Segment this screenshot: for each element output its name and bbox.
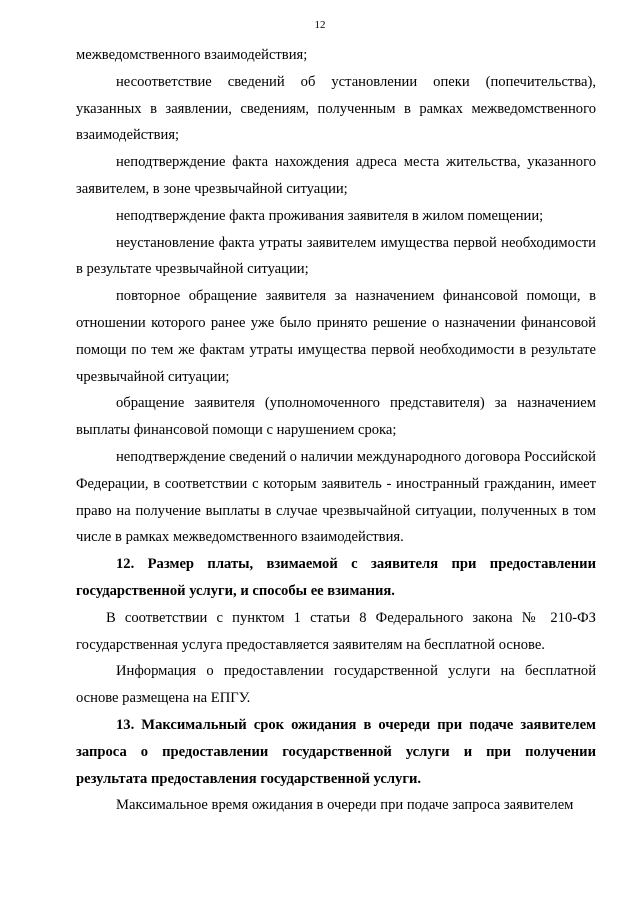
section-heading-12: 12. Размер платы, взимаемой с заявителя при предоставлении государственной услуги, и способы ее взимания.: [76, 556, 596, 599]
page-number: 12: [314, 19, 326, 31]
paragraph-property-loss-not-established: неустановление факта утраты заявителем имущества первой необходимости в результате чрезвычайной ситуации;: [76, 234, 596, 278]
paragraph-max-wait-time: Максимальное время ожидания в очереди при подаче запроса заявителем: [116, 797, 574, 814]
paragraph-residence-not-confirmed: неподтверждение факта проживания заявителя в жилом помещении;: [116, 207, 544, 224]
paragraph-info-on-epgu: Информация о предоставлении государственной услуги на бесплатной основе размещена на ЕПГУ.: [76, 663, 596, 707]
paragraph-free-of-charge: В соответствии с пунктом 1 статьи 8 Федерального закона № 210-ФЗ государственная услуга предоставляется заявителям на бесплатной основе.: [76, 609, 596, 653]
paragraph-continuation: межведомственного взаимодействия;: [76, 47, 308, 63]
paragraph-repeat-application: повторное обращение заявителя за назначением финансовой помощи, в отношении которого ранее уже было принято решение о назначении финансовой помощи по тем же фактам утраты имущества первой необходимости в результате чрезвычайной ситуации;: [76, 288, 596, 385]
paragraph-address-not-confirmed: неподтверждение факта нахождения адреса места жительства, указанного заявителем, в зоне чрезвычайной ситуации;: [76, 154, 596, 197]
paragraph-deadline-violation: обращение заявителя (уполномоченного представителя) за назначением выплаты финансовой помощи с нарушением срока;: [76, 395, 596, 439]
paragraph-guardianship-mismatch: несоответствие сведений об установлении опеки (попечительства), указанных в заявлении, сведениям, полученным в рамках межведомственного взаимодействия;: [76, 73, 596, 144]
section-heading-13: 13. Максимальный срок ожидания в очереди при подаче заявителем запроса о предоставлении государственной услуги и при получении результата предоставления государственной услуги.: [76, 716, 596, 787]
document-body: [76, 42, 596, 819]
paragraph-international-treaty: неподтверждение сведений о наличии международного договора Российской Федерации, в соответствии с которым заявитель - иностранный гражданин, имеет право на получение выплаты в случае чрезвычайной ситуации, полученных в том числе в рамках межведомственного взаимодействия.: [76, 448, 596, 546]
